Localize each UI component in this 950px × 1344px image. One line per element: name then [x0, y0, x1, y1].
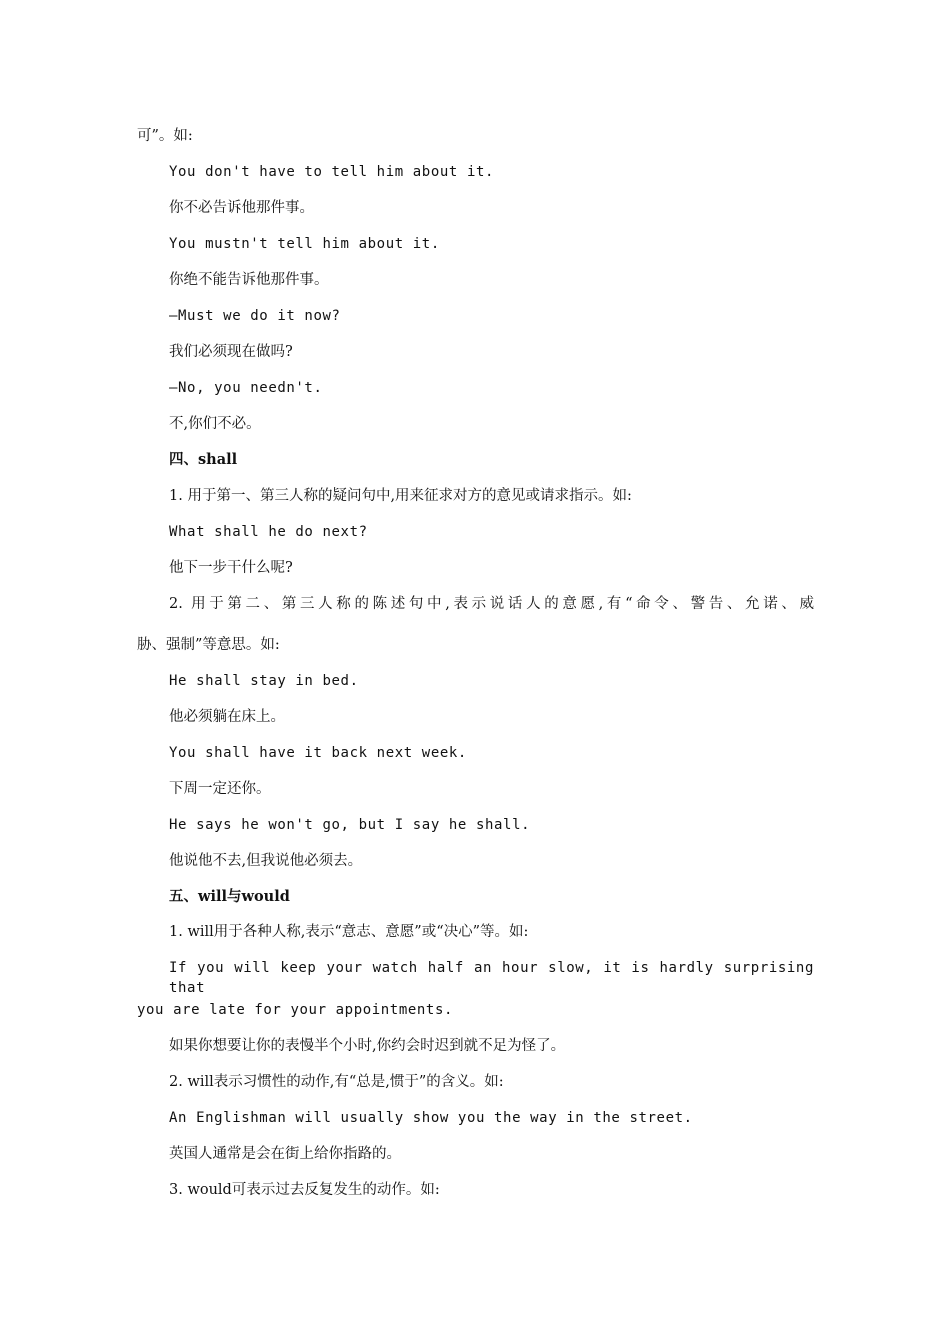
- example-sentence: —No, you needn't.: [169, 380, 323, 396]
- translation-line: 他下一步干什么呢?: [169, 560, 293, 576]
- example-sentence-continued: you are late for your appointments.: [137, 1002, 454, 1018]
- translation-line: 他必须躺在床上。: [169, 709, 285, 725]
- rule-line: 1. will用于各种人称,表示“意志、意愿”或“决心”等。如:: [169, 924, 529, 940]
- example-sentence: If you will keep your watch half an hour slow, it is hardly surprising that: [169, 960, 814, 996]
- example-sentence: He shall stay in bed.: [169, 673, 359, 689]
- example-sentence: You don't have to tell him about it.: [169, 164, 495, 180]
- example-sentence: You mustn't tell him about it.: [169, 236, 440, 252]
- example-sentence: You shall have it back next week.: [169, 745, 467, 761]
- example-sentence: —Must we do it now?: [169, 308, 341, 324]
- rule-line: 3. would可表示过去反复发生的动作。如:: [169, 1182, 440, 1198]
- translation-line: 你不必告诉他那件事。: [169, 200, 314, 216]
- translation-line: 他说他不去,但我说他必须去。: [169, 853, 363, 869]
- translation-line: 你绝不能告诉他那件事。: [169, 272, 329, 288]
- rule-line: 2. 用于第二、第三人称的陈述句中,表示说话人的意愿,有“命令、警告、允诺、威: [169, 596, 814, 612]
- translation-line: 英国人通常是会在街上给你指路的。: [169, 1146, 401, 1162]
- example-sentence: He says he won't go, but I say he shall.: [169, 817, 531, 833]
- translation-line: 下周一定还你。: [169, 781, 271, 797]
- rule-line-continued: 胁、强制”等意思。如:: [137, 637, 280, 653]
- section-heading-will-would: 五、will与would: [169, 888, 290, 905]
- rule-line: 2. will表示习惯性的动作,有“总是,惯于”的含义。如:: [169, 1074, 504, 1090]
- translation-line: 不,你们不必。: [169, 416, 261, 432]
- example-sentence: An Englishman will usually show you the way in the street.: [169, 1110, 693, 1126]
- translation-line: 我们必须现在做吗?: [169, 344, 293, 360]
- section-heading-shall: 四、shall: [169, 451, 238, 468]
- translation-line: 如果你想要让你的表慢半个小时,你约会时迟到就不足为怪了。: [169, 1038, 566, 1054]
- example-sentence: What shall he do next?: [169, 524, 368, 540]
- rule-line: 1. 用于第一、第三人称的疑问句中,用来征求对方的意见或请求指示。如:: [169, 488, 632, 504]
- text-line: 可”。如:: [137, 128, 193, 144]
